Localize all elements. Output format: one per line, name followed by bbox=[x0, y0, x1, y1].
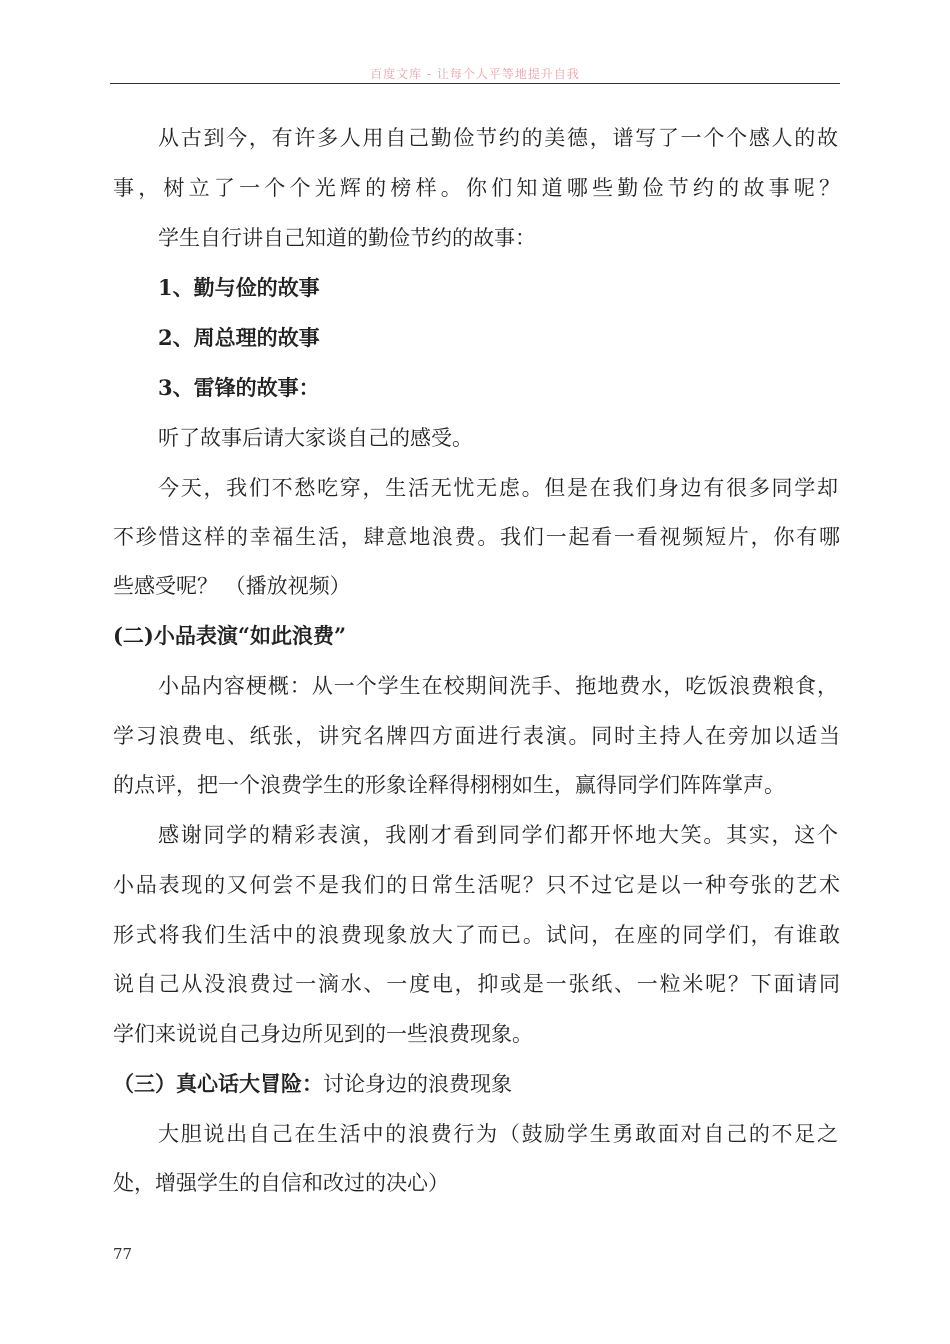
paragraph-line: 小品表现的又何尝不是我们的日常生活呢？只不过它是以一种夸张的艺术 bbox=[113, 873, 840, 897]
story-item-3: 3、雷锋的故事： bbox=[158, 375, 320, 400]
section-heading-3 bbox=[113, 1069, 843, 1099]
paragraph-line: 形式将我们生活中的浪费现象放大了而已。试问，在座的同学们，有谁敢 bbox=[113, 923, 840, 947]
page-header: 百度文库 - 让每个人平等地提升自我 bbox=[370, 67, 580, 81]
paragraph-line: 大胆说出自己在生活中的浪费行为（鼓励学生勇敢面对自己的不足之 bbox=[158, 1122, 838, 1146]
page-number: 77 bbox=[113, 1245, 133, 1263]
paragraph-line: 处，增强学生的自信和改过的决心） bbox=[113, 1171, 449, 1195]
story-item-1: 1、勤与俭的故事 bbox=[158, 275, 320, 300]
paragraph-line: 说自己从没浪费过一滴水、一度电，抑或是一张纸、一粒米呢？下面请同 bbox=[113, 972, 840, 996]
paragraph-line: 学习浪费电、纸张，讲究名牌四方面进行表演。同时主持人在旁加以适当 bbox=[113, 724, 840, 748]
paragraph-line: 的点评，把一个浪费学生的形象诠释得栩栩如生，赢得同学们阵阵掌声。 bbox=[113, 773, 785, 797]
paragraph-line: 不珍惜这样的幸福生活，肆意地浪费。我们一起看一看视频短片，你有哪 bbox=[113, 525, 840, 549]
paragraph-line: 学生自行讲自己知道的勤俭节约的故事： bbox=[158, 226, 536, 250]
section-heading-3-topic: 讨论身边的浪费现象 bbox=[323, 1072, 512, 1096]
paragraph-line: 事，树立了一个个光辉的榜样。你们知道哪些勤俭节约的故事呢？ bbox=[113, 176, 840, 200]
section-heading-3-label: （三）真心话大冒险： bbox=[113, 1071, 323, 1096]
paragraph-line: 听了故事后请大家谈自己的感受。 bbox=[158, 426, 473, 450]
paragraph-line: 小品内容梗概：从一个学生在校期间洗手、拖地费水，吃饭浪费粮食， bbox=[158, 674, 838, 698]
paragraph-line: 感谢同学的精彩表演，我刚才看到同学们都开怀地大笑。其实，这个 bbox=[158, 823, 838, 847]
section-heading-2: (二)小品表演“如此浪费” bbox=[113, 623, 347, 648]
paragraph-line: 今天，我们不愁吃穿，生活无忧无虑。但是在我们身边有很多同学却 bbox=[158, 476, 838, 500]
header-divider bbox=[110, 83, 840, 84]
story-item-2: 2、周总理的故事 bbox=[158, 325, 320, 350]
paragraph-line: 些感受呢？ （播放视频） bbox=[113, 574, 351, 598]
paragraph-line: 从古到今，有许多人用自己勤俭节约的美德，谱写了一个个感人的故 bbox=[158, 126, 838, 150]
paragraph-line: 学们来说说自己身边所见到的一些浪费现象。 bbox=[113, 1022, 533, 1046]
